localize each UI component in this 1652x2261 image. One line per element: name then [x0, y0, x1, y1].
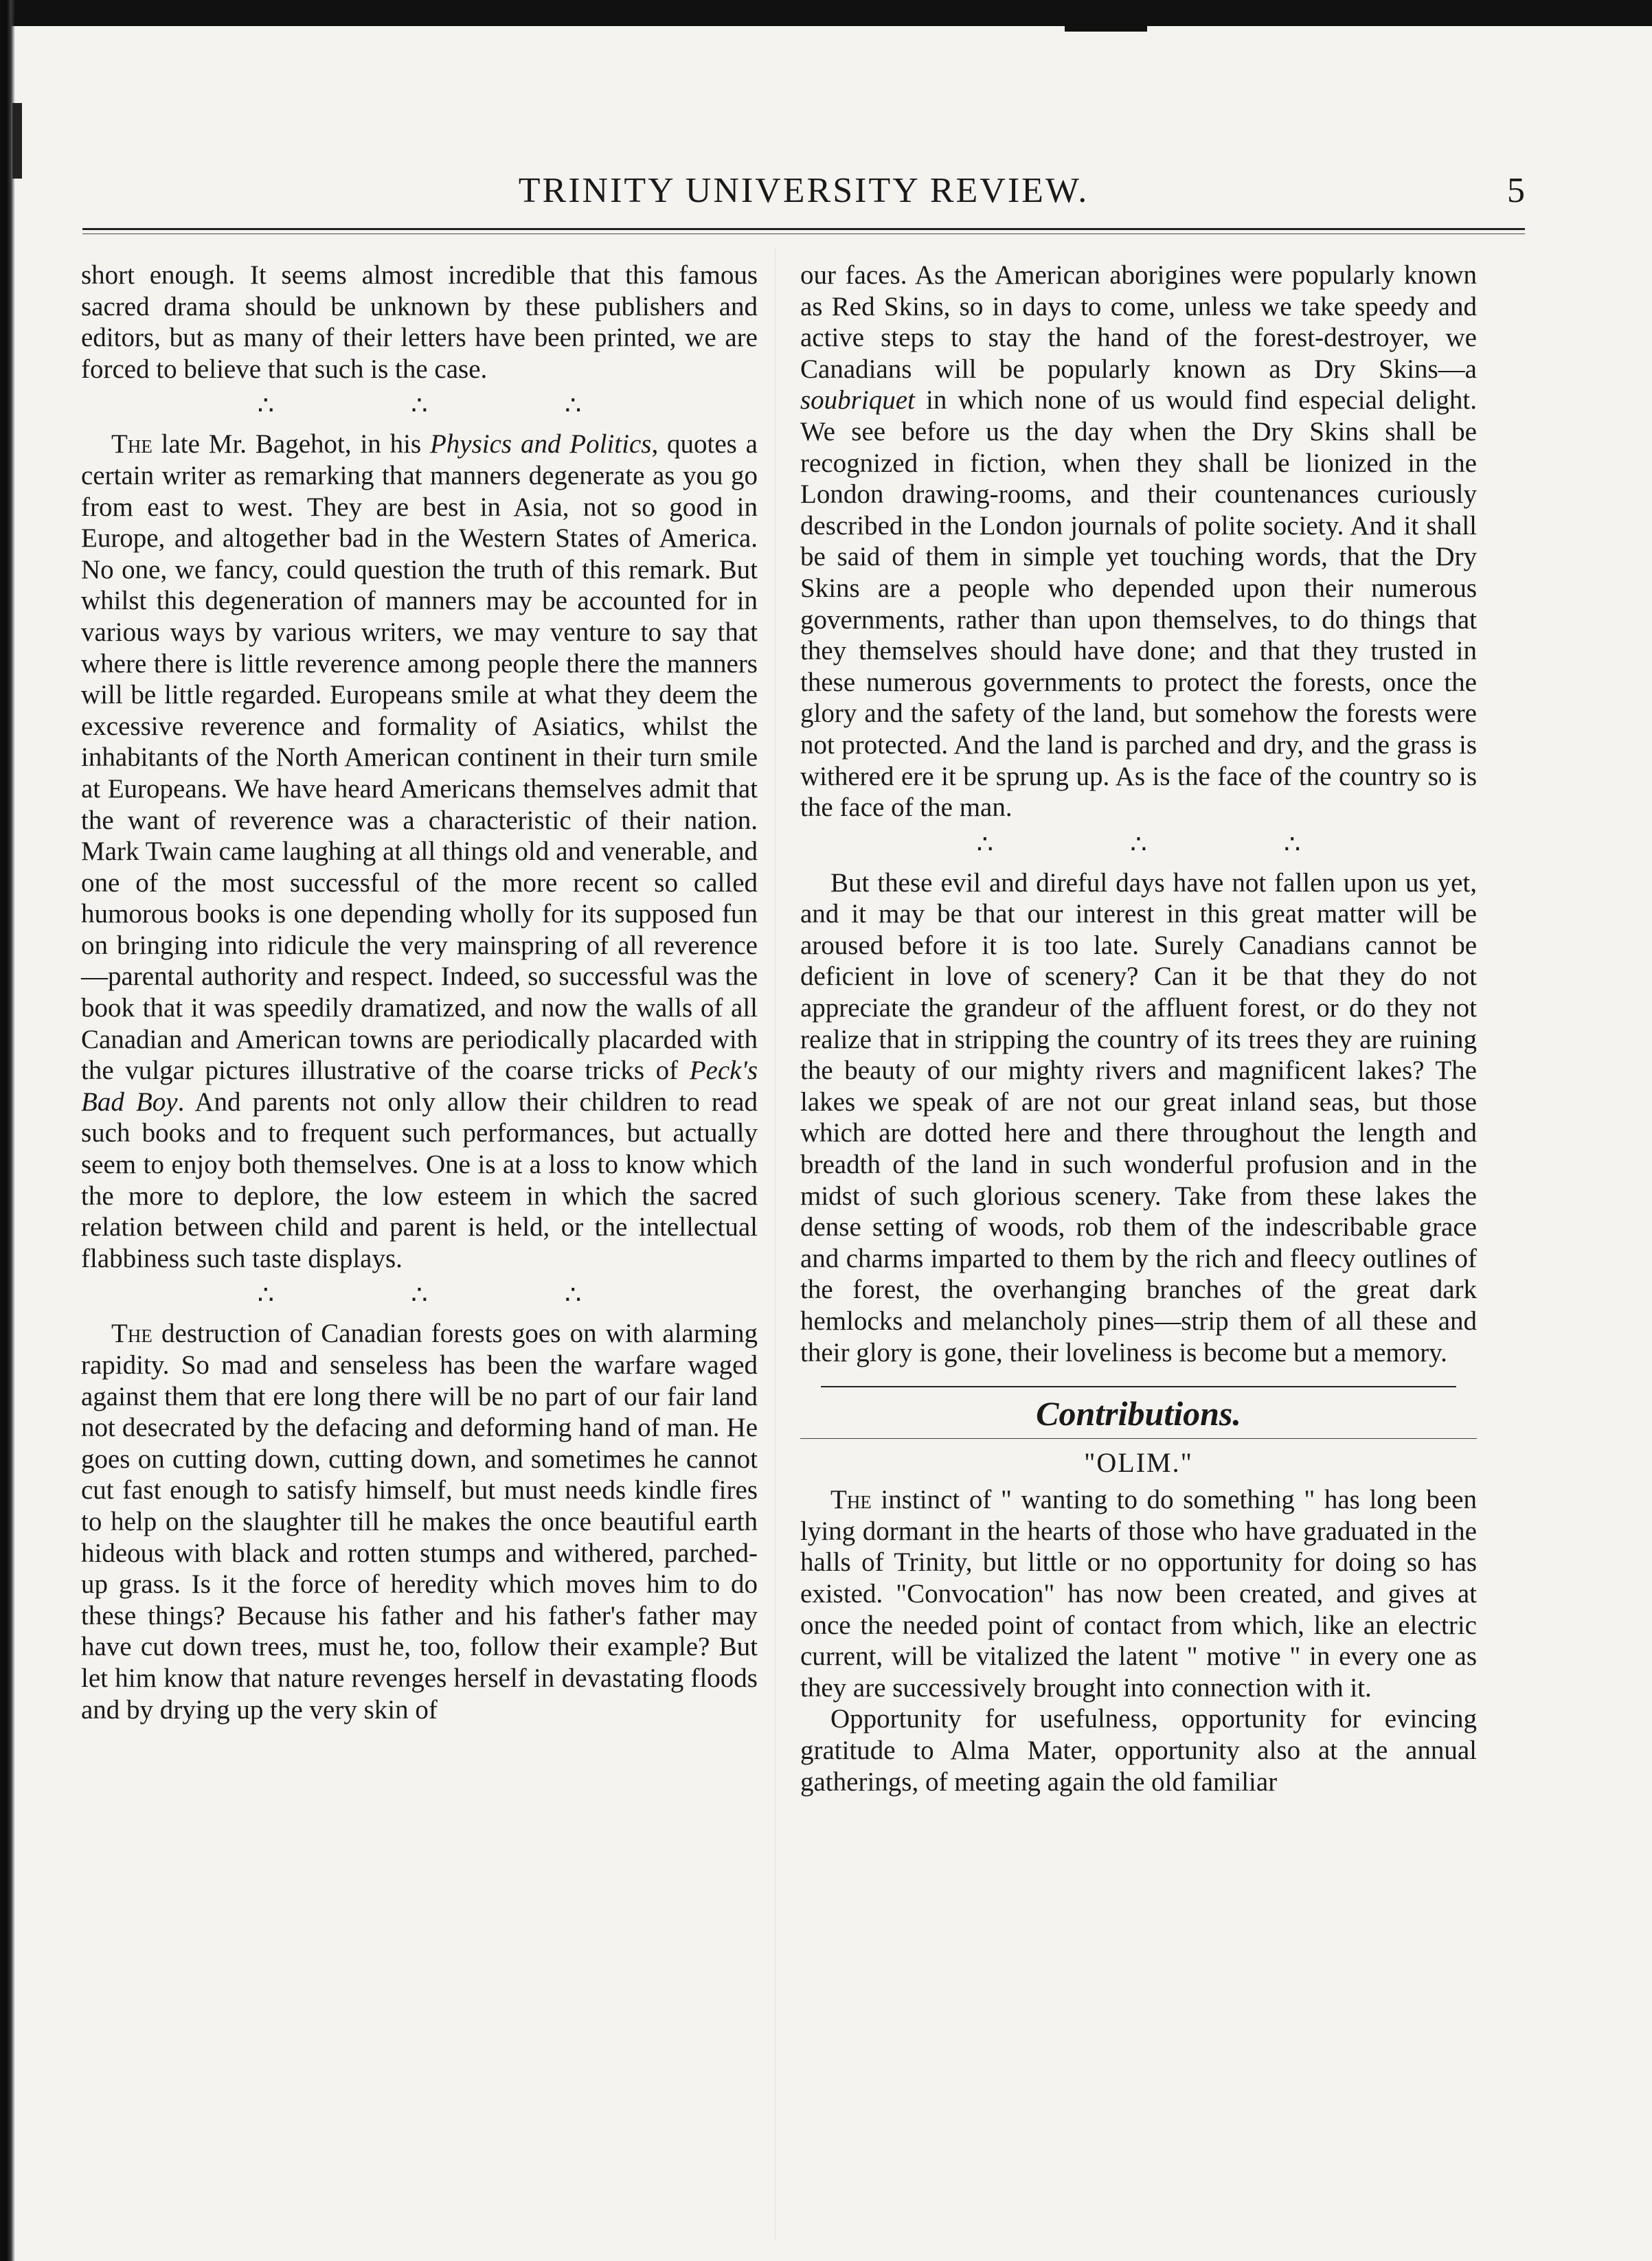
lead-word: The: [111, 1319, 152, 1349]
paragraph-scenery: But these evil and direful days have not fallen upon us yet, and it may be that our interest in this great matter will be aroused before it is too late. Surely Canadians cannot be deficient in love of scenery? Can it be that they do not appreciate the grandeur of the affluent forest, or do they not realize that in stripping the country of its trees they are ruining the beauty of our mighty rivers and magnificent lakes? The lakes we speak of are not our great inland seas, but those which are dotted here and there throughout the length and breadth of the land in such wonderful profusion and in the midst of such glorious scenery. Take from these lakes the dense setting of woods, rob them of the indescribable grace and charms imparted to them by the rich and fleecy outlines of the forest, the overhanging branches of the great dark hemlocks and melancholy pines—strip them of all these and their glory is gone, their loveliness is become but a memory.: [800, 867, 1477, 1367]
book-title: Physics and Politics: [429, 429, 652, 459]
book-title: Peck's Bad Boy: [81, 1056, 758, 1117]
paragraph-olim: [800, 1484, 1477, 1703]
section-rule: [800, 1438, 1477, 1439]
left-scan-border: [0, 0, 15, 2261]
text-run: in which none of us would find especial delight. We see before us the day when the Dry Skins shall be recognized in fiction, when they shall be lionized in the London drawing-rooms, and their countenances curiously described in the London journals of polite society. And it shall be said of them in simple yet touching words, that the Dry Skins are a people who depended upon their numerous governments, rather than upon themselves, to do things that they themselves should have done; and that they trusted in these numerous governments to protect the forests, once the glory and the safety of the land, but somehow the forests were not protected. And the land is parched and dry, and the grass is withered ere it be sprung up. As is the face of the country so is the face of the man.: [800, 385, 1477, 823]
text-run: our faces. As the American aborigines were popularly known as Red Skins, so in days to come, unless we take speedy and active steps to stay the hand of the forest-destroyer, we Canadians will be popularly known as Dry Skins—a: [800, 260, 1477, 384]
text-run: late Mr. Bagehot, in his: [152, 429, 430, 459]
article-title: "OLIM.": [1084, 1447, 1193, 1479]
top-scan-border: [0, 0, 1652, 26]
scan-artifact: [12, 103, 22, 179]
lead-word: The: [830, 1485, 872, 1515]
text-run: . And parents not only allow their children to read such books and to frequent such performances, but actually seem to enjoy both themselves. One is at a loss to know which the more to deplore, the low esteem in which the sacred relation between child and parent is held, or the intellectual flabbiness such taste displays.: [81, 1087, 758, 1273]
paragraph: short enough. It seems almost incredible that this famous sacred drama should be unknown by these publishers and editors, but as many of their letters have been printed, we are forced to believe that such is the case.: [81, 260, 758, 384]
section-separator: ∴ ∴ ∴: [257, 1281, 582, 1310]
paragraph-manners: [81, 429, 758, 1274]
lead-word: The: [111, 429, 152, 459]
scan-artifact: [1065, 21, 1147, 32]
text-run: instinct of " wanting to do something " has long been lying dormant in the hearts of those who have graduated in the halls of Trinity, but little or no opportunity for doing so has existed. "Convocation" has now been created, and gives at once the needed point of contact from which, like an electric current, will be vitalized the latent " motive " in every one as they are successively brought into connection with it.: [800, 1485, 1477, 1703]
section-heading: Contributions.: [1036, 1394, 1241, 1433]
paragraph-dry-skins: [800, 260, 1477, 823]
italic-term: soubriquet: [800, 385, 915, 416]
running-title: TRINITY UNIVERSITY REVIEW.: [518, 171, 1089, 210]
section-separator: ∴ ∴ ∴: [976, 830, 1301, 859]
right-column: [800, 260, 1477, 1797]
text-run: destruction of Canadian forests goes on with alarming rapidity. So mad and senseless has been the warfare waged against them that ere long there will be no part of our fair land not desecrated by the defacing and deforming hand of man. He goes on cutting down, cutting down, and sometimes he cannot cut fast enough to satisfy himself, but must needs kindle fires to help on the slaughter till he makes the once beautiful earth hideous with black and rotten stumps and withered, parched-up grass. Is it the force of heredity which moves him to do these things? Because his father and his father's father may have cut down trees, must he, too, follow their example? But let him know that nature revenges herself in devastating floods and by drying up the very skin of: [81, 1319, 758, 1725]
page-header: [82, 170, 1525, 218]
section-rule: [821, 1386, 1456, 1387]
header-rule: [82, 228, 1525, 230]
column-gutter: [775, 247, 776, 2239]
left-column: [81, 260, 758, 1725]
paragraph-opportunity: Opportunity for usefulness, opportunity for evincing gratitude to Alma Mater, opportunity also at the annual gatherings, of meeting again the old familiar: [800, 1704, 1477, 1797]
section-separator: ∴ ∴ ∴: [257, 391, 582, 421]
page-number: 5: [1507, 171, 1525, 210]
text-run: , quotes a certain writer as remarking that manners degenerate as you go from east to west. They are best in Asia, not so good in Europe, and altogether bad in the Western States of America. No one, we fancy, could question the truth of this remark. But whilst this degeneration of manners may be accounted for in various ways by various writers, we may venture to say that where there is little reverence among people there the manners will be little regarded. Europeans smile at what they deem the excessive reverence and formality of Asiatics, whilst the inhabitants of the North American continent in their turn smile at Europeans. We have heard Americans themselves admit that the want of reverence was a characteristic of their nation. Mark Twain came laughing at all things old and venerable, and one of the most successful of the more recent so called humorous books is one depending wholly for its supposed fun on bringing into ridicule the very mainspring of all reverence—parental authority and respect. Indeed, so successful was the book that it was speedily dramatized, and now the walls of all Canadian and American towns are periodically placarded with the vulgar pictures illustrative of the coarse tricks of: [81, 429, 758, 1086]
paragraph-forests: [81, 1318, 758, 1725]
